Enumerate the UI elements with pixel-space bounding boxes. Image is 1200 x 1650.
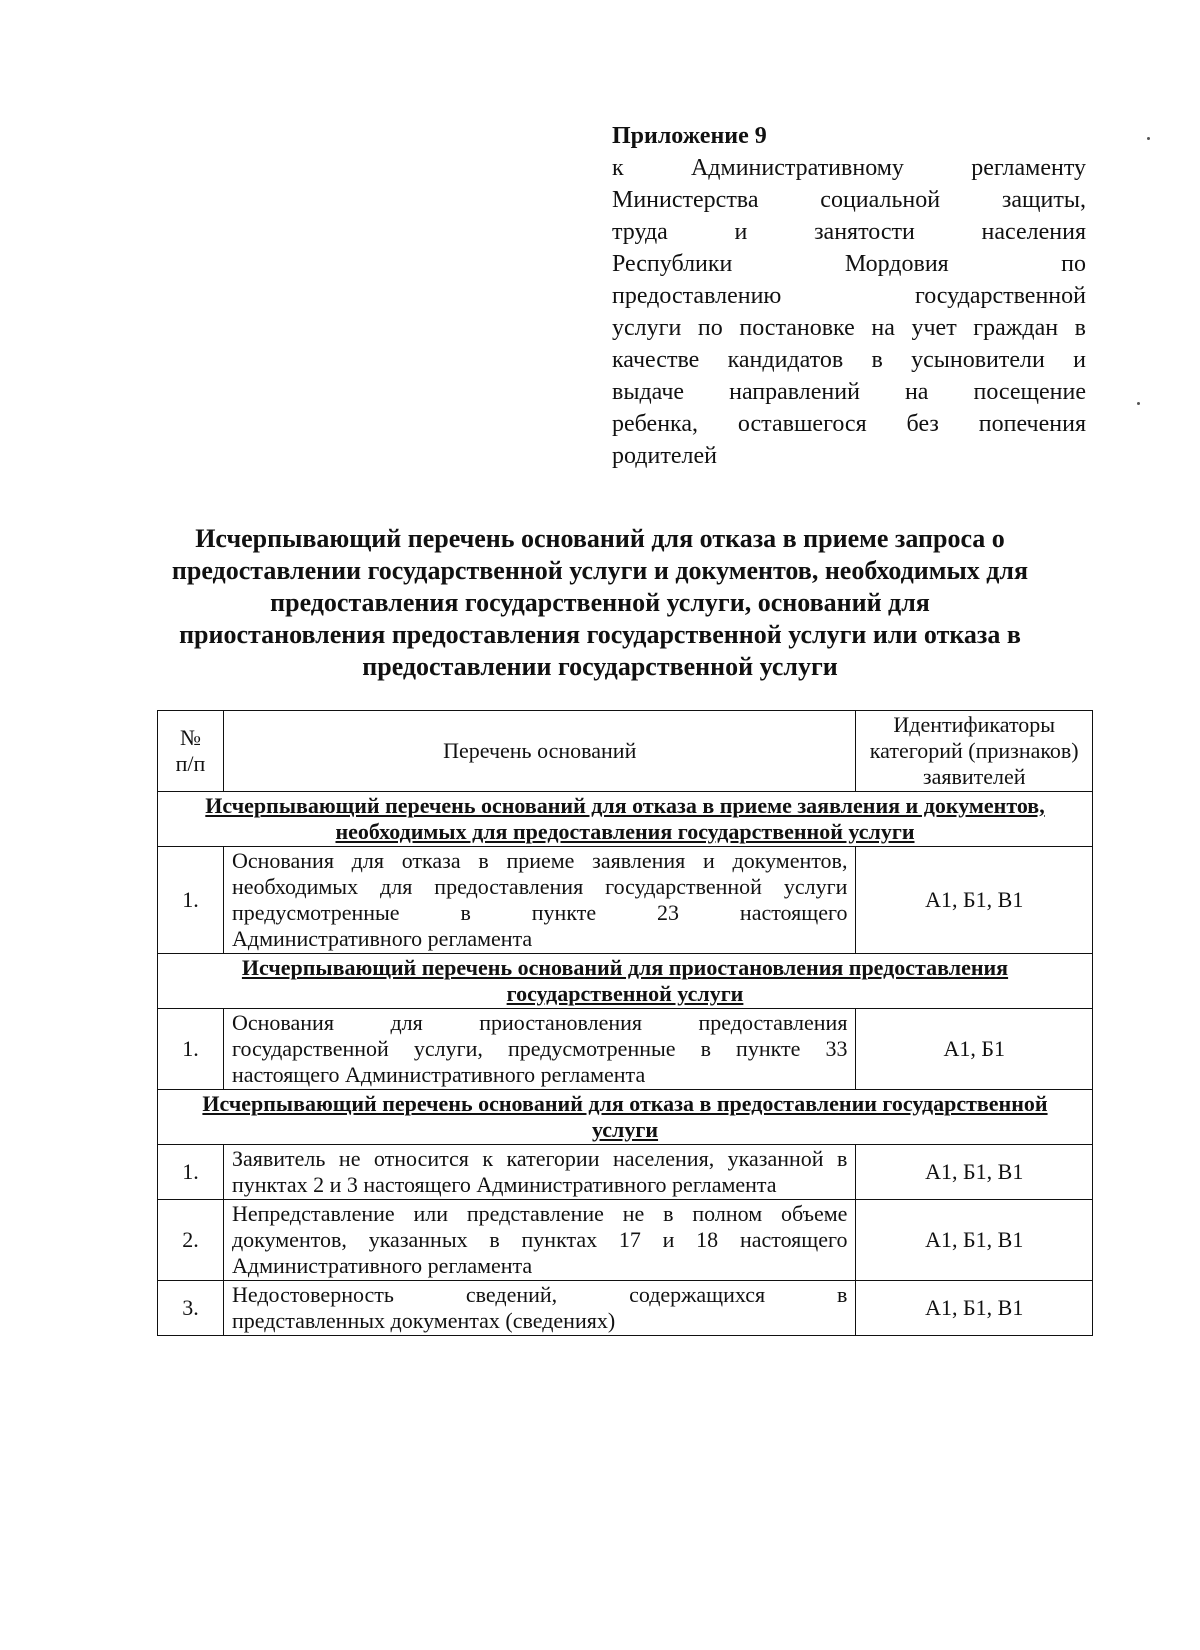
appendix-line: труда и занятости населения: [612, 219, 1086, 245]
header-identifiers: [856, 711, 1093, 792]
row-identifiers: А1, Б1, В1: [856, 847, 1093, 954]
row-text: [223, 1200, 855, 1281]
row-identifiers: А1, Б1: [856, 1009, 1093, 1090]
row-text-line: пунктах 2 и 3 настоящего Административного регламента: [231, 1172, 777, 1197]
row-text-line: Заявитель не относится к категории населения, указанной в: [231, 1146, 848, 1171]
table-header-row: [158, 711, 1093, 792]
header-grounds: Перечень оснований: [223, 711, 855, 792]
row-text: [223, 847, 855, 954]
heading-line: приостановления предоставления государственной услуги или отказа в: [179, 620, 1021, 649]
appendix-line: к Административному регламенту: [612, 155, 1086, 181]
header-identifiers-line: заявителей: [922, 764, 1026, 789]
row-text-line: Основания для отказа в приеме заявления и документов,: [231, 848, 848, 873]
row-text-line: представленных документах (сведениях): [231, 1308, 616, 1333]
appendix-line: ребенка, оставшегося без попечения: [612, 411, 1086, 437]
row-text-line: настоящего Административного регламента: [231, 1062, 646, 1087]
row-text-line: Административного регламента: [231, 926, 533, 951]
grounds-table: [157, 710, 1093, 1336]
row-text-line: Непредставление или представление не в полном объеме: [231, 1201, 848, 1226]
row-text: [223, 1145, 855, 1200]
table-row: [158, 1281, 1093, 1336]
table-row: [158, 1145, 1093, 1200]
table-row: [158, 1009, 1093, 1090]
heading-line: предоставления государственной услуги, оснований для: [270, 588, 930, 617]
section-row: [158, 954, 1093, 1009]
header-identifiers-line: категорий (признаков): [869, 738, 1079, 763]
row-number: 1.: [158, 1009, 224, 1090]
header-number: [158, 711, 224, 792]
row-text: [223, 1281, 855, 1336]
section-row: [158, 792, 1093, 847]
row-text-line: государственной услуги, предусмотренные в пункте 33: [231, 1036, 848, 1061]
section-title: [158, 1090, 1093, 1145]
document-heading: [150, 523, 1050, 683]
section-title-line: Исчерпывающий перечень оснований для отказа в предоставлении государственной: [202, 1091, 1048, 1116]
table-row: [158, 847, 1093, 954]
row-text-line: необходимых для предоставления государственной услуги: [231, 874, 848, 899]
appendix-block: [612, 120, 1086, 472]
row-number: 1.: [158, 847, 224, 954]
appendix-line: услуги по постановке на учет граждан в: [612, 315, 1086, 341]
section-title-line: Исчерпывающий перечень оснований для отказа в приеме заявления и документов,: [205, 793, 1045, 818]
section-title-line: услуги: [591, 1117, 659, 1142]
scan-speck: [1147, 137, 1150, 140]
row-text-line: Недостоверность сведений, содержащихся в: [231, 1282, 848, 1307]
row-text: [223, 1009, 855, 1090]
section-row: [158, 1090, 1093, 1145]
row-text-line: Основания для приостановления предоставления: [231, 1010, 848, 1035]
heading-line: предоставлении государственной услуги и документов, необходимых для: [171, 556, 1029, 585]
scan-speck: [1137, 402, 1140, 405]
heading-line: предоставлении государственной услуги: [362, 652, 838, 681]
appendix-line: родителей: [612, 443, 717, 469]
section-title-line: необходимых для предоставления государственной услуги: [335, 819, 915, 844]
row-number: 1.: [158, 1145, 224, 1200]
heading-line: Исчерпывающий перечень оснований для отказа в приеме запроса о: [195, 524, 1005, 553]
row-identifiers: А1, Б1, В1: [856, 1145, 1093, 1200]
header-number-line: №: [179, 725, 201, 750]
section-title-line: Исчерпывающий перечень оснований для приостановления предоставления: [241, 955, 1009, 980]
section-title: [158, 792, 1093, 847]
appendix-line: предоставлению государственной: [612, 283, 1086, 309]
row-identifiers: А1, Б1, В1: [856, 1200, 1093, 1281]
row-text-line: предусмотренные в пункте 23 настоящего: [231, 900, 848, 925]
header-number-line: п/п: [175, 751, 206, 776]
row-text-line: Административного регламента: [231, 1253, 533, 1278]
row-number: 2.: [158, 1200, 224, 1281]
section-title-line: государственной услуги: [506, 981, 744, 1006]
row-identifiers: А1, Б1, В1: [856, 1281, 1093, 1336]
section-title: [158, 954, 1093, 1009]
appendix-line: Министерства социальной защиты,: [612, 187, 1086, 213]
appendix-line: выдаче направлений на посещение: [612, 379, 1086, 405]
header-identifiers-line: Идентификаторы: [893, 712, 1056, 737]
table-row: [158, 1200, 1093, 1281]
appendix-line: Республики Мордовия по: [612, 251, 1086, 277]
row-text-line: документов, указанных в пунктах 17 и 18 настоящего: [231, 1227, 848, 1252]
row-number: 3.: [158, 1281, 224, 1336]
appendix-line: качестве кандидатов в усыновители и: [612, 347, 1086, 373]
appendix-title: Приложение 9: [612, 123, 767, 149]
